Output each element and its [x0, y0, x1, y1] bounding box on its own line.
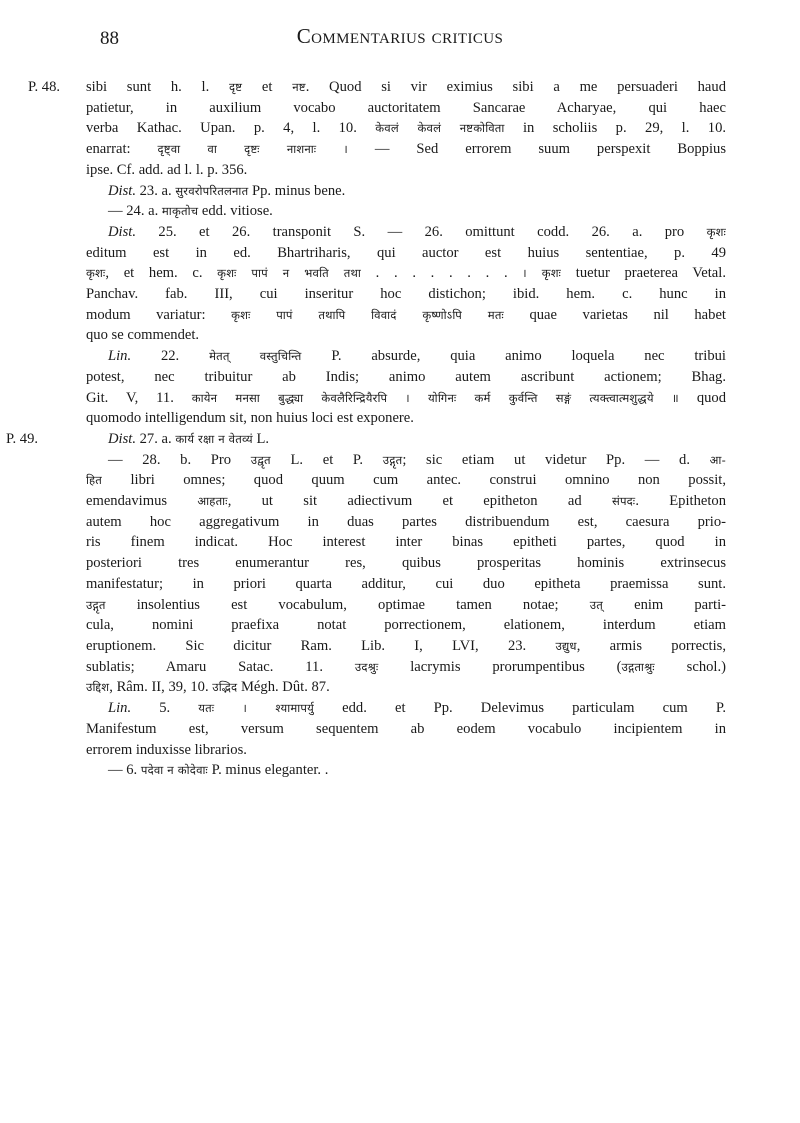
text-line: [86, 388, 726, 409]
sanskrit-text: दृष्ट: [228, 80, 243, 94]
sanskrit-text: आ-: [709, 452, 726, 467]
text-line: [86, 740, 726, 761]
running-title: Commentarius criticus: [296, 24, 504, 48]
text-run: Pp. minus bene.: [248, 182, 346, 199]
text-line: [86, 139, 726, 160]
text-line: [86, 615, 726, 636]
sanskrit-text: उद्भिद: [212, 680, 238, 695]
text-run: manifestatur; in priori quarta additur, cui duo epitheta praemissa sunt.: [86, 575, 726, 592]
sanskrit-text: सुरवरोपरितलनात: [175, 183, 249, 198]
text-line: [86, 532, 726, 553]
text-run: sibi sunt h. l.: [86, 79, 229, 95]
sanskrit-text: माकृतोच: [161, 204, 199, 219]
text-line: [86, 243, 726, 264]
text-run: . . . . . . . .: [361, 265, 523, 282]
sanskrit-text: उद्वृत: [250, 452, 271, 467]
sanskrit-text: उत्: [589, 597, 603, 612]
text-line: [86, 98, 726, 119]
text-run: modum variatur:: [86, 306, 232, 323]
text-run: libri omnes; quod quum cum antec. construi omnino non possit,: [102, 472, 726, 489]
text-run: ; sic etiam ut videtur Pp. — d.: [402, 451, 710, 468]
text-run: . Quod si vir eximius sibi a me persuaderi haud: [305, 79, 726, 95]
page-number: 88: [100, 28, 119, 49]
text-line: [6, 429, 726, 450]
text-run: 23. a.: [135, 182, 176, 199]
text-run: — Sed errorem suum perspexit Boppius: [347, 141, 726, 158]
sanskrit-text: उद्गृत: [86, 597, 106, 612]
text-run: , armis porrectis,: [576, 637, 726, 654]
text-run: . Epitheton: [635, 493, 726, 510]
lemma-label: Dist.: [108, 182, 136, 199]
text-run: P. absurde, quia animo loquela nec tribui: [301, 348, 726, 365]
text-run: et: [242, 79, 293, 95]
text-run: — 24. a.: [108, 203, 162, 220]
sanskrit-text: यतः । श्यामापर्यु: [198, 701, 315, 716]
sanskrit-text: मेतत् वस्तुचिन्ति: [209, 349, 302, 364]
text-line: [86, 325, 726, 346]
text-run: , Râm. II, 39, 10.: [109, 679, 213, 696]
text-line: [86, 222, 726, 243]
sanskrit-text: केवलं केवलं नष्टकोविता: [375, 121, 505, 136]
text-run: 5.: [131, 700, 199, 717]
text-run: potest, nec tribuitur ab Indis; animo autem ascribunt actionem; Bhag.: [86, 368, 726, 385]
text-line: [86, 263, 726, 284]
text-run: — 6.: [108, 762, 141, 779]
text-run: enarrat:: [86, 141, 158, 158]
sanskrit-text: उद्दिश: [86, 680, 110, 695]
text-line: [86, 719, 726, 740]
sanskrit-text: उद्युध: [555, 638, 577, 653]
sanskrit-text: । कृशः: [522, 266, 562, 281]
text-run: tuetur praeterea Vetal.: [561, 265, 726, 282]
text-run: quae varietas nil habet: [503, 306, 726, 323]
text-line: [86, 553, 726, 574]
text-line: [86, 595, 726, 616]
text-run: in scholiis p. 29, l. 10.: [504, 120, 727, 137]
sanskrit-text: उद्गताश्रुः: [621, 659, 655, 674]
text-run: verba Kathac. Upan. p. 4, l. 10.: [86, 120, 376, 137]
text-line: [86, 636, 726, 657]
text-run: quo se commendet.: [86, 327, 200, 344]
text-run: autem hoc aggregativum in duas partes distribuendum est, caesura prio-: [86, 513, 726, 530]
sanskrit-text: उद्गृत: [382, 452, 403, 467]
text-line: [86, 284, 726, 305]
text-line: [86, 760, 726, 781]
text-run: emendavimus: [86, 493, 198, 510]
text-run: ris finem indicat. Hoc interest inter binas epitheti partes, quod in: [86, 534, 726, 551]
text-line: [86, 491, 726, 512]
lemma-label: Lin.: [108, 700, 132, 717]
text-run: 25. et 26. transponit S. — 26. omittunt codd. 26. a. pro: [135, 223, 707, 240]
text-run: cula, nomini praefixa notat porrectionem, elationem, interdum etiam: [86, 617, 726, 634]
text-run: 27. a.: [135, 430, 176, 447]
margin-page-ref: P. 49.: [6, 430, 39, 447]
sanskrit-text: कृशः पापं न भवति तथा: [217, 266, 361, 281]
lemma-label: Dist.: [108, 223, 136, 240]
sanskrit-text: कृशः पापं तथापि विवादं कृष्णोऽपि मतः: [231, 307, 504, 322]
text-line: [86, 574, 726, 595]
text-line: [86, 181, 726, 202]
text-run: L.: [252, 430, 270, 447]
text-run: quod: [678, 389, 727, 406]
text-line: [86, 512, 726, 533]
text-run: Git. V, 11.: [86, 389, 192, 406]
text-run: sublatis; Amaru Satac. 11.: [86, 658, 355, 675]
commentary-body: [6, 77, 727, 781]
sanskrit-text: कायेन मनसा बुद्ध्या केवलैरिन्द्रियैरपि । योगिनः कर्म कुर्वन्ति सङ्गं त्यक्त्वात्मशुद्धये ॥: [191, 390, 679, 405]
text-line: [86, 470, 726, 491]
text-line: [86, 118, 726, 139]
sanskrit-text: नष्ट: [292, 80, 306, 94]
text-run: — 28. b. Pro: [108, 451, 251, 468]
text-run: P. minus eleganter. .: [207, 762, 329, 779]
sanskrit-text: पदेवा न कोदेवाः: [140, 763, 208, 778]
text-run: quomodo intelligendum sit, non huius loci est exponere.: [86, 410, 414, 427]
text-run: Manifestum est, versum sequentem ab eodem vocabulo incipientem in: [86, 720, 726, 737]
sanskrit-text: कृशः: [86, 266, 106, 281]
margin-page-ref: P. 48.: [28, 79, 61, 95]
text-run: enim parti-: [602, 596, 726, 613]
text-run: insolentius est vocabulum, optimae tamen notae;: [105, 596, 590, 613]
page-header: [0, 18, 800, 58]
sanskrit-text: उदश्रुः: [354, 659, 379, 674]
text-line: [86, 160, 726, 181]
sanskrit-text: हित: [86, 473, 103, 488]
text-line: [86, 698, 726, 719]
text-line: [28, 77, 726, 98]
text-run: edd. et Pp. Delevimus particulam cum P.: [314, 700, 726, 717]
text-run: , ut sit adiectivum et epitheton ad: [227, 493, 612, 510]
text-line: [86, 201, 726, 222]
text-run: patietur, in auxilium vocabo auctoritatem Sancarae Acharyae, qui haec: [86, 99, 726, 116]
sanskrit-text: कृशः: [706, 224, 726, 239]
text-run: L. et P.: [270, 451, 383, 468]
sanskrit-text: आहताः: [197, 494, 228, 509]
text-line: [86, 367, 726, 388]
text-run: eruptionem. Sic dicitur Ram. Lib. I, LVI, 23.: [86, 637, 556, 654]
lemma-label: Dist.: [108, 430, 136, 447]
text-line: [86, 677, 726, 698]
text-run: Panchav. fab. III, cui inseritur hoc distichon; ibid. hem. c. hunc in: [86, 286, 726, 303]
text-run: lacrymis prorumpentibus (: [378, 658, 622, 675]
text-line: [86, 657, 726, 678]
text-run: schol.): [654, 658, 726, 675]
text-run: ipse. Cf. add. ad l. l. p. 356.: [86, 161, 248, 178]
text-line: [86, 305, 726, 326]
sanskrit-text: संपदः: [611, 494, 636, 509]
text-line: [86, 408, 726, 429]
text-line: [86, 346, 726, 367]
text-run: edd. vitiose.: [198, 203, 273, 220]
text-run: Mégh. Dût. 87.: [237, 679, 330, 696]
lemma-label: Lin.: [108, 348, 132, 365]
sanskrit-text: कार्य रक्षा न वेतव्यं: [175, 431, 253, 446]
text-line: [86, 450, 726, 471]
text-run: errorem induxisse librarios.: [86, 741, 247, 758]
text-run: posteriori tres enumerantur res, quibus prosperitas hominis extrinsecus: [86, 555, 726, 572]
text-run: , et hem. c.: [105, 265, 218, 282]
text-run: 22.: [131, 348, 210, 365]
sanskrit-text: दृष्ट्वा वा दृष्टः नाशनाः ।: [157, 142, 348, 157]
text-run: editum est in ed. Bhartriharis, qui auctor est huius sententiae, p. 49: [86, 244, 726, 261]
